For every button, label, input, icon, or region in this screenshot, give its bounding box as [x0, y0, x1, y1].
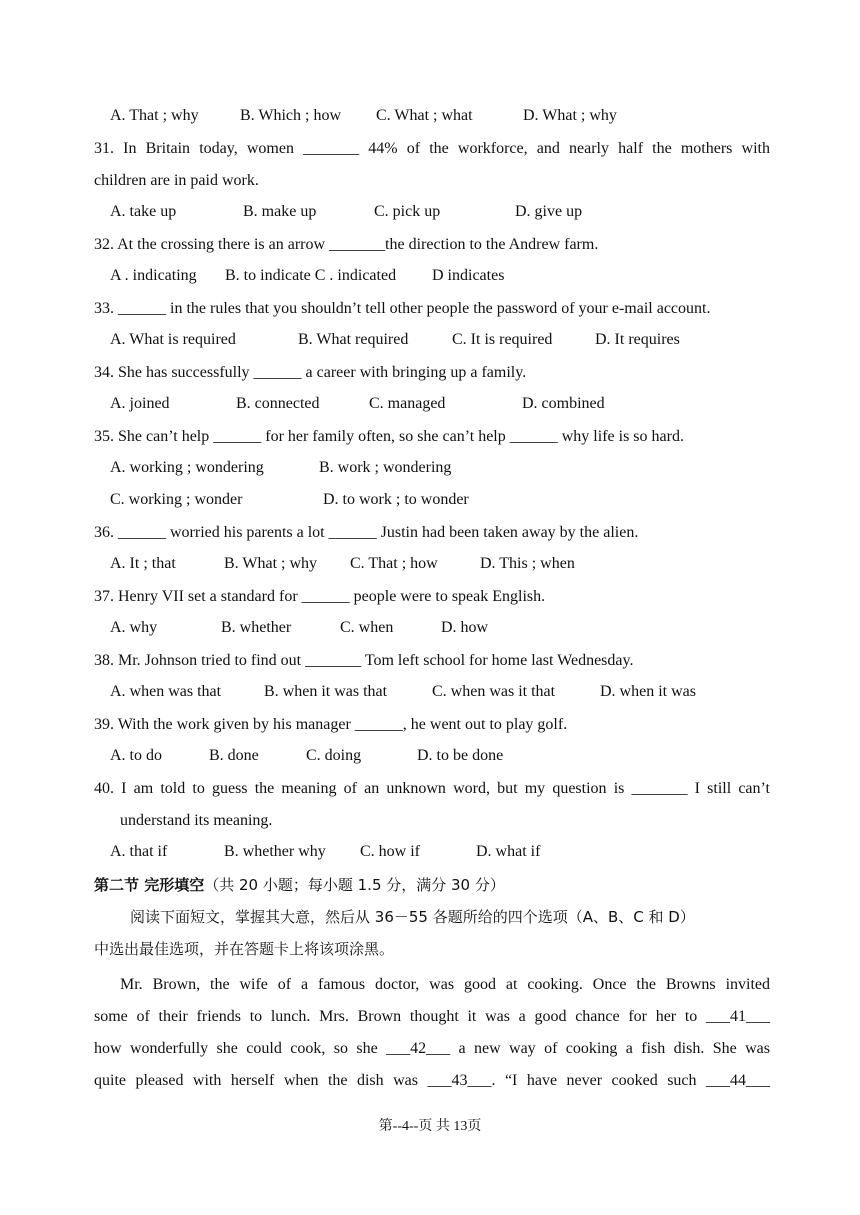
section-title: 第二节 完形填空: [94, 876, 205, 894]
option: D. This ; when: [480, 555, 575, 572]
option: C. when: [340, 619, 394, 636]
option: D. what if: [476, 843, 541, 860]
option: C. managed: [369, 395, 446, 412]
question-39: 39. With the work given by his manager ______, he went out to play golf.: [94, 716, 568, 733]
option: C. pick up: [374, 203, 441, 220]
option: B. done: [209, 747, 259, 764]
section-heading: [94, 875, 770, 895]
passage-line: how wonderfully she could cook, so she ___42___ a new way of cooking a fish dish. She was: [94, 1040, 770, 1057]
option: C. It is required: [452, 331, 553, 348]
option: B. when it was that: [264, 683, 388, 700]
option: D. What ; why: [523, 107, 617, 124]
page-footer: 第--4--页 共 13页: [378, 1119, 482, 1134]
option: B. whether: [221, 619, 292, 636]
question-31: 31. In Britain today, women _______ 44% of the workforce, and nearly half the mothers with: [94, 140, 770, 157]
option: B. What ; why: [224, 555, 318, 572]
option: C. working ; wonder: [110, 491, 243, 508]
option: B. to indicate C . indicated: [225, 267, 397, 284]
question-34: 34. She has successfully ______ a career with bringing up a family.: [94, 364, 527, 381]
option: A. to do: [110, 747, 162, 764]
passage-line: quite pleased with herself when the dish was ___43___. “I have never cooked such ___44___: [94, 1072, 770, 1089]
option: A . indicating: [110, 267, 197, 284]
section-info: （共 20 小题；每小题 1.5 分，满分 30 分）: [204, 876, 505, 894]
option: B. work ; wondering: [319, 459, 452, 476]
question-32: 32. At the crossing there is an arrow _______the direction to the Andrew farm.: [94, 236, 599, 253]
question-35: 35. She can’t help ______ for her family often, so she can’t help ______ why life is so hard.: [94, 428, 684, 445]
option: D. to be done: [417, 747, 504, 764]
option: B. What required: [298, 331, 409, 348]
question-37: 37. Henry VII set a standard for ______ people were to speak English.: [94, 588, 546, 605]
question-40: 40. I am told to guess the meaning of an unknown word, but my question is _______ I still can’t: [94, 780, 770, 797]
question-33: 33. ______ in the rules that you shouldn’t tell other people the password of your e-mail account.: [94, 300, 711, 317]
option: A. joined: [110, 395, 170, 412]
section-instruction: 阅读下面短文，掌握其大意，然后从 36－55 各题所给的四个选项（A、B、C 和 D）: [130, 908, 695, 926]
option: B. Which ; how: [240, 107, 342, 124]
option: A. What is required: [110, 331, 236, 348]
option: C. when was it that: [432, 683, 556, 700]
option: D. combined: [522, 395, 605, 412]
passage-line: some of their friends to lunch. Mrs. Brown thought it was a good chance for her to ___41___: [94, 1008, 770, 1025]
option: B. connected: [236, 395, 320, 412]
option: A. take up: [110, 203, 177, 220]
option: C. doing: [306, 747, 362, 764]
option: D. to work ; to wonder: [323, 491, 469, 508]
option: D. give up: [515, 203, 583, 220]
option: A. working ; wondering: [110, 459, 264, 476]
section-instruction-cont: 中选出最佳选项，并在答题卡上将该项涂黑。: [94, 940, 395, 958]
option: A. why: [110, 619, 158, 636]
passage-line: Mr. Brown, the wife of a famous doctor, was good at cooking. Once the Browns invited: [120, 976, 770, 993]
option: C. That ; how: [350, 555, 438, 572]
question-31-cont: children are in paid work.: [94, 172, 259, 189]
question-38: 38. Mr. Johnson tried to find out _______ Tom left school for home last Wednesday.: [94, 652, 634, 669]
option: A. when was that: [110, 683, 222, 700]
option: C. how if: [360, 843, 420, 860]
option: D. It requires: [595, 331, 680, 348]
question-40-cont: understand its meaning.: [120, 812, 273, 829]
option: C. What ; what: [376, 107, 473, 124]
option: A. That ; why: [110, 107, 199, 124]
question-36: 36. ______ worried his parents a lot ______ Justin had been taken away by the alien.: [94, 524, 639, 541]
option: D. how: [441, 619, 489, 636]
option: D. when it was: [600, 683, 696, 700]
option: B. whether why: [224, 843, 326, 860]
option: D indicates: [432, 267, 505, 284]
option: A. that if: [110, 843, 168, 860]
option: A. It ; that: [110, 555, 176, 572]
option: B. make up: [243, 203, 317, 220]
